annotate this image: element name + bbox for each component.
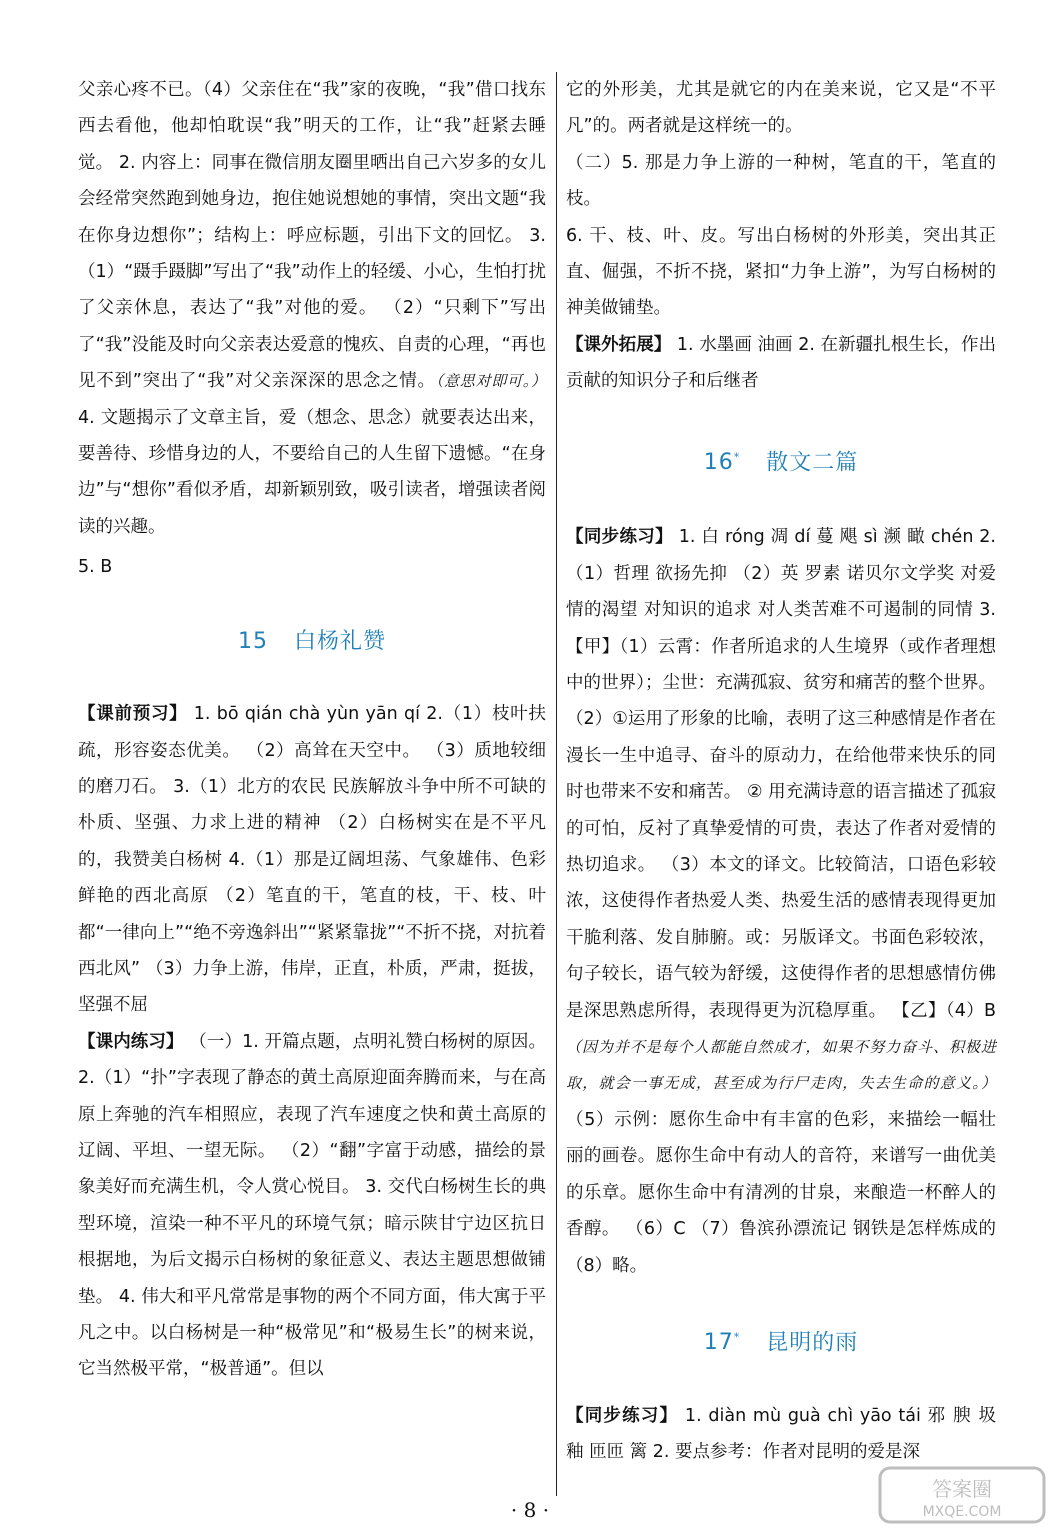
answer-paragraph: 【课前预习】 1. bō qián chà yùn yān qí 2.（1）枝叶扶疏，形容姿态优美。 （2）高耸在天空中。 （3）质地较细的磨刀石。 3.（1）北方的农民 民族解放斗争中所不可缺的朴质、坚强、力求上进的精神 （2）白杨树实在是不平凡的，我赞美白杨树 4.（1）那是辽阔坦荡、气象雄伟、色彩鲜艳的西北高原 （2）笔直的干，笔直的枝，干、枝、叶都“一律向上”“绝不旁逸斜出”“紧紧靠拢”“不折不挠，对抗着西北风” （3）力争上游，伟岸，正直，朴质，严肃，挺拔，坚强不屈 (78, 704, 547, 1016)
right-column (566, 72, 996, 1470)
section-tag: 【同步练习】 (566, 1405, 679, 1426)
answer-paragraph: 5. B (78, 557, 113, 578)
lesson-heading-17 (566, 1320, 996, 1362)
lesson-title: 白杨礼赞 (293, 628, 386, 654)
answer-note: （意思对即可。） (435, 372, 546, 391)
answer-paragraph: 【同步练习】 1. diàn mù guà chì yāo tái 邪 腴 圾 釉 匝匝 篱 2. 要点参考：作者对昆明的爱是深 (566, 1405, 996, 1463)
svg-text:MXQE.COM: MXQE.COM (922, 1504, 1002, 1520)
answer-paragraph: 【课内练习】 （一）1. 开篇点题，点明礼赞白杨树的原因。 2.（1）“扑”字表现了静态的黄土高原迎面奔腾而来，与在高原上奔驰的汽车相照应，表现了汽车速度之快和黄土高原的辽阔、平坦、一望无际。 （2）“翻”字富于动感，描绘的景象美好而充满生机，令人赏心悦目。 3. 交代白杨树生长的典型环境，渲染一种不平凡的环境气氛；暗示陕甘宁边区抗日根据地，为后文揭示白杨树的象征意义、表达主题思想做铺垫。 4. 伟大和平凡常常是事物的两个不同方面，伟大寓于平凡之中。以白杨树是一种“极常见”和“极易生长”的树来说，它当然极平常，“极普通”。但以 (78, 1031, 547, 1380)
answer-paragraph: 6. 干、枝、叶、皮。写出白杨树的外形美，突出其正直、倔强，不折不挠，紧扣“力争上游”，为写白杨树的神美做铺垫。 (566, 225, 996, 319)
svg-text:答案圈: 答案圈 (932, 1477, 992, 1501)
answer-note: （因为并不是每个人都能自然成才，如果不努力奋斗、积极进取，就会一事无成，甚至成为行尸走肉，失去生命的意义。） (566, 1038, 996, 1093)
answer-paragraph: 父亲心疼不已。（4）父亲住在“我”家的夜晚，“我”借口找东西去看他，他却怕耽误“我”明天的工作，让“我”赶紧去睡觉。 2. 内容上：同事在微信朋友圈里晒出自己六岁多的女儿会经常突然跑到她身边，抱住她说想她的事情，突出文题“我在你身边想你”；结构上：呼应标题，引出下文的回忆。 3.（1）“蹑手蹑脚”写出了“我”动作上的轻缓、小心，生怕打扰了父亲休息，表达了“我”对他的爱。 （2）“只剩下”写出了“我”没能及时向父亲表达爱意的愧疚、自责的心理，“再也见不到”突出了“我”对父亲深深的思念之情。（意思对即可。） 4. 文题揭示了文章主旨，爱（想念、思念）就要表达出来，要善待、珍惜身边的人，不要给自己的人生留下遗憾。“在身边”与“想你”看似矛盾，却新颖别致，吸引读者，增强读者阅读的兴趣。 (78, 80, 546, 537)
lesson-number: 17* (703, 1330, 741, 1356)
lesson-heading-15 (78, 624, 546, 660)
lesson-title: 昆明的雨 (766, 1330, 859, 1356)
lesson-title: 散文二篇 (766, 449, 859, 475)
answer-paragraph: 它的外形美，尤其是就它的内在美来说，它又是“不平凡”的。两者就是这样统一的。 (566, 80, 996, 137)
page-number: · 8 · (510, 1498, 550, 1522)
section-tag: 【同步练习】 (566, 527, 673, 548)
column-divider (556, 72, 557, 1496)
answer-paragraph: 【课外拓展】 1. 水墨画 油画 2. 在新疆扎根生长，作出贡献的知识分子和后继者 (566, 334, 996, 392)
answer-paragraph: 【同步练习】 1. 白 róng 凋 dí 蔓 飓 sì 濒 瞰 chén 2.（1）哲理 欲扬先抑 （2）英 罗素 诺贝尔文学奖 对爱情的渴望 对知识的追求 对人类苦难不可遏制的同情 3.【甲】（1）云霄：作者所追求的人生境界（或作者理想中的世界）；尘世：充满孤寂、贫穷和痛苦的整个世界。 （2）①运用了形象的比喻，表明了这三种感情是作者在漫长一生中追寻、奋斗的原动力，在给他带来快乐的同时也带来不安和痛苦。 ② 用充满诗意的语言描述了孤寂的可怕，反衬了真挚爱情的可贵，表达了作者对爱情的热切追求。 （3）本文的译文。比较简洁，口语色彩较浓，这使得作者热爱人类、热爱生活的感情表现得更加干脆利落、发自肺腑。或：另版译文。书面色彩较浓，句子较长，语气较为舒缓，这使得作者的思想感情仿佛是深思熟虑所得，表现得更为沉稳厚重。 【乙】（4）B（因为并不是每个人都能自然成才，如果不努力奋斗、积极进取，就会一事无成，甚至成为行尸走肉，失去生命的意义。） （5）示例：愿你生命中有丰富的色彩，来描绘一幅壮丽的画卷。愿你生命中有动人的音符，来谱写一曲优美的乐章。愿你生命中有清冽的甘泉，来酿造一杯醉人的香醇。 （6）C （7）鲁滨孙漂流记 钢铁是怎样炼成的 （8）略。 (566, 527, 996, 1276)
left-column (78, 72, 546, 1388)
section-tag: 【课外拓展】 (566, 334, 672, 355)
lesson-number: 16* (703, 449, 741, 475)
section-tag: 【课内练习】 (78, 1031, 184, 1052)
lesson-number: 15 (237, 628, 268, 654)
answer-paragraph: （二）5. 那是力争上游的一种树，笔直的干，笔直的枝。 (566, 152, 996, 210)
section-tag: 【课前预习】 (78, 704, 188, 725)
lesson-heading-16 (566, 440, 996, 482)
site-watermark-logo (878, 1464, 1046, 1526)
